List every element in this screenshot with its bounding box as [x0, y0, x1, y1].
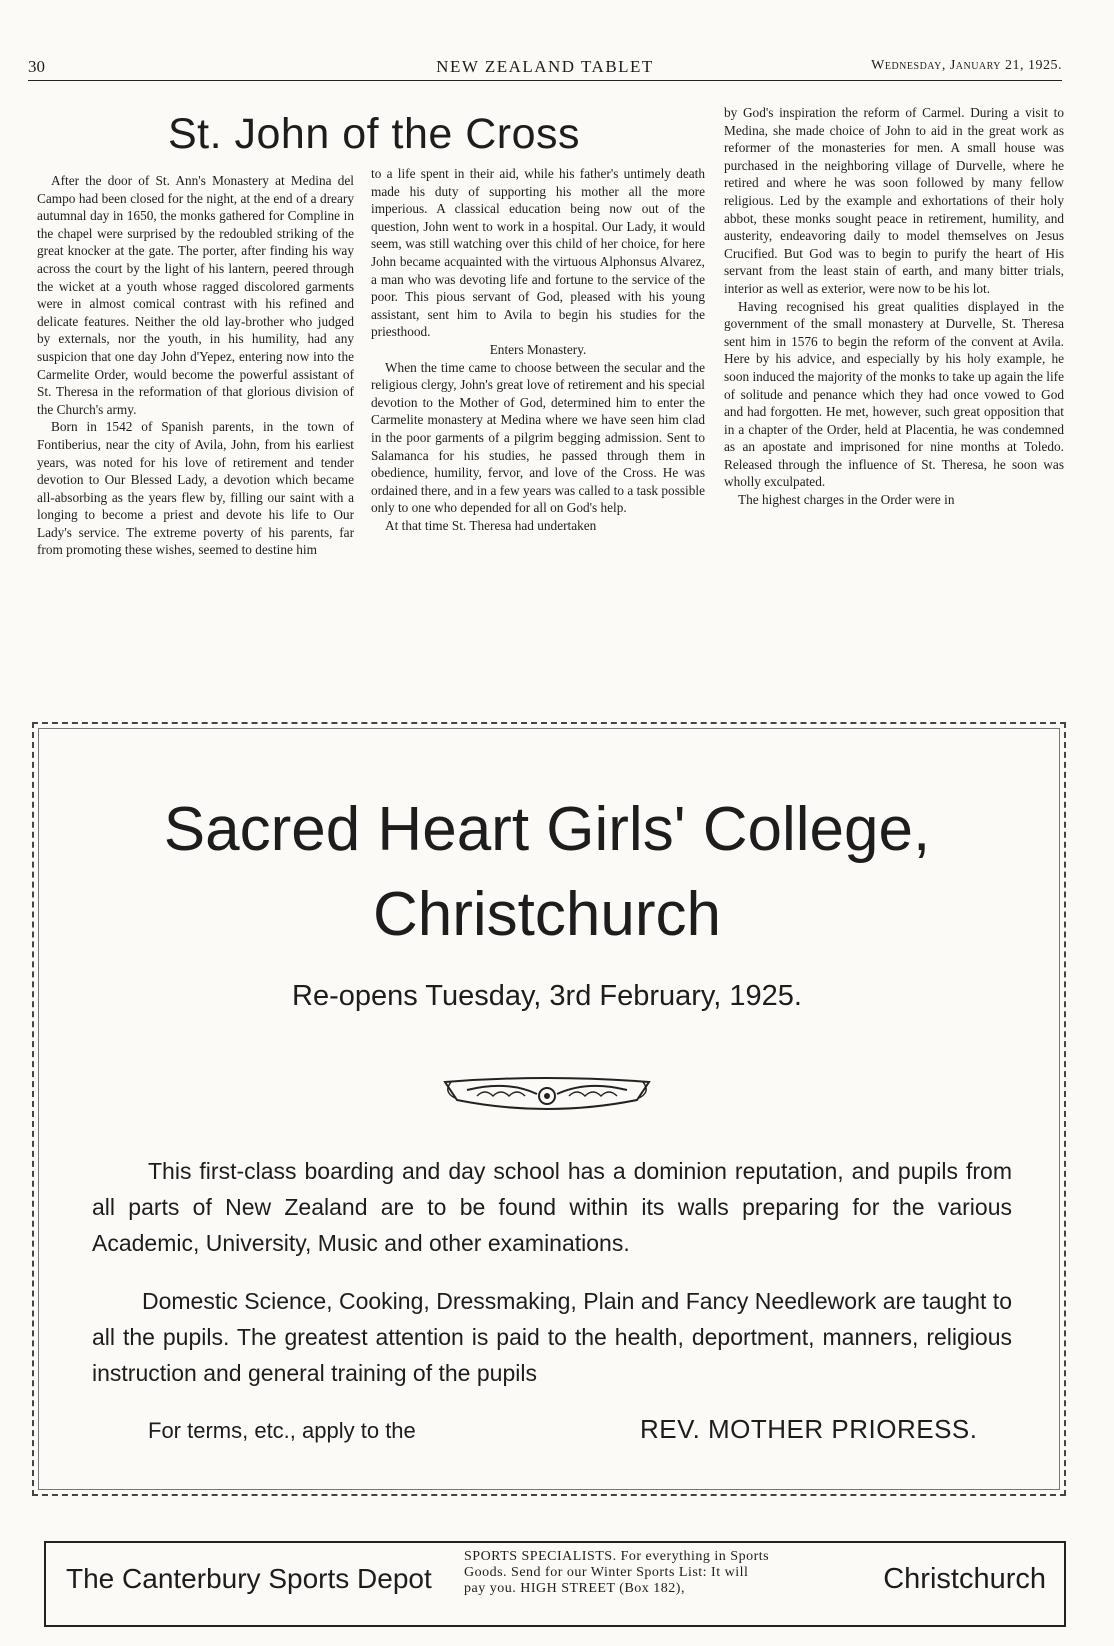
article-subheading: Enters Monastery.: [489, 341, 587, 357]
article-paragraph: by God's inspiration the reform of Carmel. During a visit to Medina, she made choice of John to aid in the great work as reformer of the monasteries for men. A small house was purchased in the neighboring village of Durvelle, where he retired and where he was soon followed by many fellow religious. Led by the example and exhortations of their holy abbot, these monks sought peace in retirement, humility, and austerity, endeavoring daily to model themselves on Jesus Crucified. But God was to begin to purify the heart of His servant from the least stain of earth, and many bitter trials, interior as well as exterior, were now to be his lot.: [724, 105, 1064, 296]
reopen-date: Re-opens Tuesday, 3rd February, 1925.: [292, 980, 802, 1012]
article-paragraph: The highest charges in the Order were in: [738, 492, 955, 508]
issue-date: Wednesday, January 21, 1925.: [871, 58, 1062, 73]
article-column-2: [371, 165, 705, 534]
article-paragraph: At that time St. Theresa had undertaken: [385, 517, 597, 533]
advert-paragraph-reputation: This first-class boarding and day school has a dominion reputation, and pupils from all parts of New Zealand are to be found within its walls preparing for the various Academic, University, Music and other examinations.: [92, 1158, 1012, 1256]
floral-ornament-icon: [437, 1070, 657, 1120]
sports-depot-advert: [44, 1541, 1066, 1627]
article-paragraph: When the time came to choose between the secular and the religious clergy, John's great love of retirement and his special devotion to the Mother of God, determined him to enter the Carmelite monastery at Medina where we have seen him clad in the poor garments of a pilgrim begging admission. Sent to Salamanca for his studies, he passed through them in obedience, humility, fervor, and love of the Cross. He was ordained there, and in a few years was called to a task possible only to one who depended for all on God's help.: [371, 359, 705, 516]
sports-depot-details: [464, 1549, 874, 1597]
article-title: St. John of the Cross: [167, 110, 581, 158]
sports-depot-line: SPORTS SPECIALISTS. For everything in Sports: [464, 1549, 770, 1564]
sports-depot-name: The Canterbury Sports Depot: [66, 1563, 432, 1594]
article-column-1: [37, 172, 354, 559]
advert-paragraph-subjects: Domestic Science, Cooking, Dressmaking, Plain and Fancy Needlework are taught to all the pupils. The greatest attention is paid to the health, deportment, manners, religious instruction and general training of the pupils: [92, 1288, 1012, 1386]
article-paragraph: to a life spent in their aid, while his father's untimely death made his duty of supporting his mother all the more imperious. A classical education being now out of the question, John went to work in a hospital. Our Lady, it would seem, was still watching over this child of her choice, for here John became acquainted with the virtuous Alphonsus Alvarez, a man who was devoting life and fortune to the service of the poor. This pious servant of God, pleased with his young assistant, sent him to Avila to begin his studies for the priesthood.: [371, 166, 705, 340]
advert-contact: REV. MOTHER PRIORESS.: [640, 1414, 978, 1444]
article-column-3: [724, 104, 1064, 509]
masthead: NEW ZEALAND TABLET: [436, 57, 654, 76]
sports-depot-line: pay you. HIGH STREET (Box 182),: [464, 1581, 685, 1596]
college-city: Christchurch: [373, 880, 721, 949]
advert-terms: For terms, etc., apply to the: [148, 1418, 416, 1443]
sports-depot-city: Christchurch: [883, 1563, 1046, 1595]
article-paragraph: Born in 1542 of Spanish parents, in the town of Fontiberius, near the city of Avila, John, from his earliest years, was noted for his love of retirement and tender devotion to Our Blessed Lady, a devotion which became all-absorbing as the years flew by, filling our saint with a longing to become a priest and devote his life to Our Lady's service. The extreme poverty of his parents, far from promoting these wishes, seemed to destine him: [37, 419, 354, 558]
page-number: 30: [28, 57, 45, 76]
sports-depot-line: Goods. Send for our Winter Sports List: It will: [464, 1565, 749, 1580]
article-paragraph: After the door of St. Ann's Monastery at Medina del Campo had been closed for the night, at the end of a dreary autumnal day in 1650, the monks gathered for Compline in the chapel were surprised by the redoubled striking of the great knocker at the gate. The porter, after finding his way across the court by the light of his lantern, peered through the wicket at a youth whose ragged discolored garments were in almost comical contrast with his refined and delicate features. Neither the old lay-brother who judged by externals, nor the youth, in his humility, had any suspicion that one day John d'Yepez, entering now into the Carmelite Order, would become the powerful assistant of St. Theresa in the reformation of that glorious division of the Church's army.: [37, 173, 354, 417]
header-rule: [28, 80, 1062, 81]
article-paragraph: Having recognised his great qualities displayed in the government of the small monastery at Durvelle, St. Theresa sent him in 1576 to begin the reform of the convent at Avila. Here by his advice, and especially by his holy example, he soon induced the majority of the monks to take up again the life of solitude and penance which they had once vowed to God and had forgotten. He met, however, such great opposition that in a chapter of the Order, held at Placentia, he was condemned as an apostate and imprisoned for nine months at Toledo. Released through the influence of St. Theresa, he soon was wholly exculpated.: [724, 298, 1064, 490]
college-name: Sacred Heart Girls' College,: [163, 795, 931, 864]
page-header: [28, 55, 1062, 81]
